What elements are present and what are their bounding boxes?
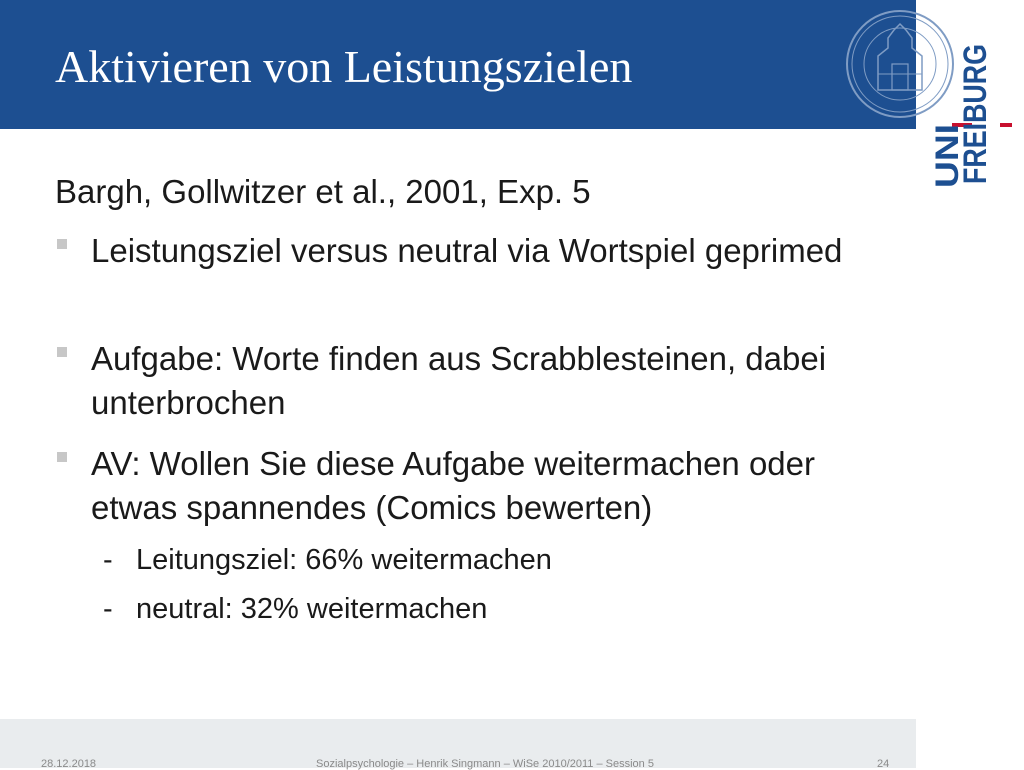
sub-bullet-marker: - <box>103 544 113 576</box>
intro-line: Bargh, Gollwitzer et al., 2001, Exp. 5 <box>55 173 591 210</box>
bullet-text: Aufgabe: Worte finden aus Scrabblesteinen, dabei unterbrochen <box>91 340 827 421</box>
uni-freiburg-logo <box>918 0 1024 200</box>
page-number: 24 <box>877 758 890 770</box>
bullet-marker <box>57 347 67 357</box>
slide-title: Aktivieren von Leistungszielen <box>55 41 633 92</box>
bullet-marker <box>57 239 67 249</box>
bullet-text: AV: Wollen Sie diese Aufgabe weitermachen oder etwas spannendes (Comics bewerten) <box>91 445 815 526</box>
sub-bullet-text: neutral: 32% weitermachen <box>136 593 488 625</box>
svg-text:FREIBURG: FREIBURG <box>957 16 993 184</box>
bullet-text: Leistungsziel versus neutral via Wortspiel geprimed <box>91 232 843 269</box>
footer-bar <box>0 719 916 768</box>
footer-course-info: Sozialpsychologie – Henrik Singmann – WiSe 2010/2011 – Session 5 <box>316 758 654 770</box>
sub-bullet-text: Leitungsziel: 66% weitermachen <box>136 544 552 576</box>
footer-date: 28.12.2018 <box>41 758 97 770</box>
svg-text:UNI: UNI <box>929 132 965 188</box>
sub-bullet-marker: - <box>103 593 113 625</box>
bullet-marker <box>57 452 67 462</box>
